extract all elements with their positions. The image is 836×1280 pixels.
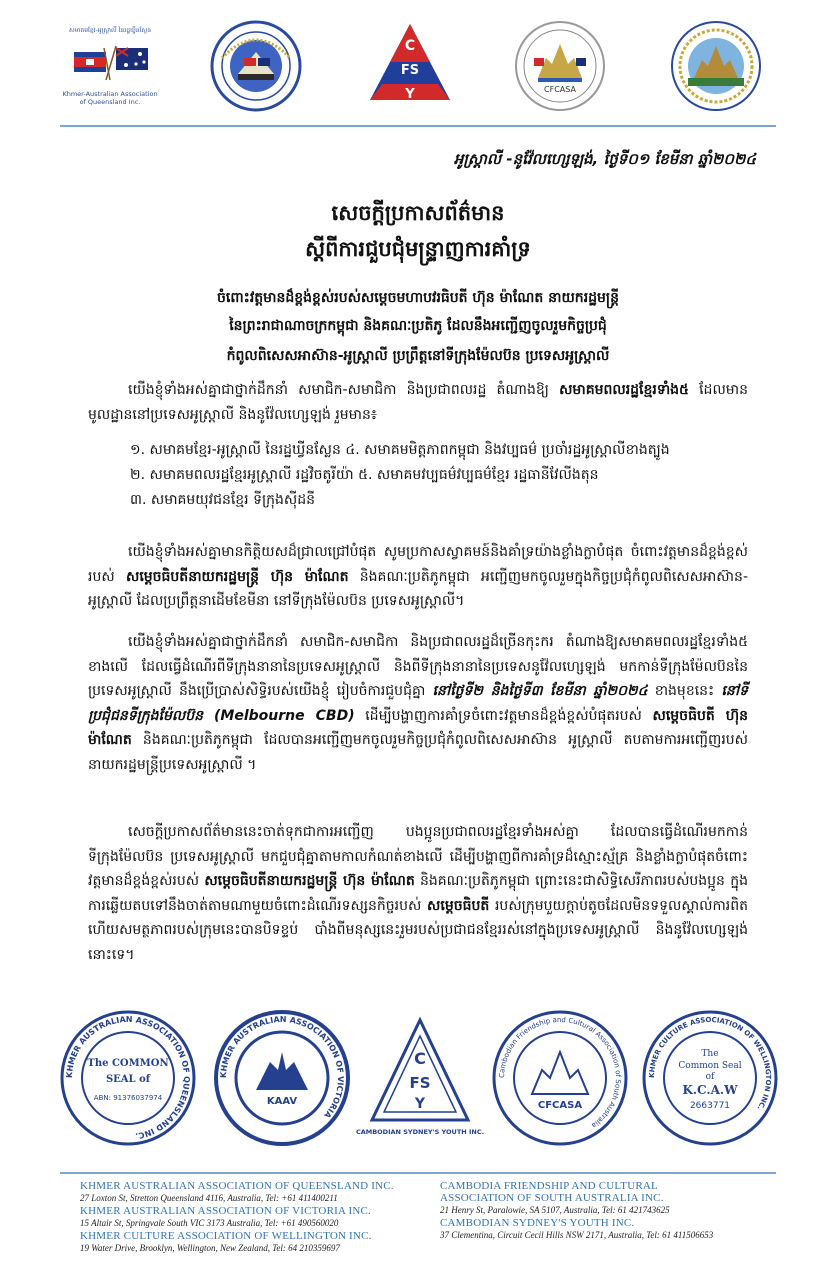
footer-addr-kaaq: 27 Loxton St, Stretton Queensland 4116, Australia, Tel: +61 411400211 bbox=[80, 1193, 338, 1203]
kaav-seal bbox=[212, 1008, 352, 1148]
list-item: ៣. សមាគមយុវជនខ្មែរ ទីក្រុងស៊ីដនី bbox=[130, 492, 316, 508]
intro-text-1: យើងខ្ញុំទាំងអស់គ្នាជាថ្នាក់ដឹកនាំ សមាជិក-សមាជិកា និងប្រជាពលរដ្ឋ តំណាងឱ្យ bbox=[128, 382, 560, 398]
footer-org-cfcasa-1: CAMBODIA FRIENDSHIP AND CULTURAL bbox=[440, 1180, 658, 1192]
kcaw-logo bbox=[668, 18, 764, 114]
csyi-logo-letter-c: C bbox=[404, 38, 416, 54]
footer-org-kcaw: KHMER CULTURE ASSOCIATION OF WELLINGTON INC. bbox=[80, 1230, 372, 1242]
para4-text-1: សេចក្តីប្រកាសព័ត៌មាននេះចាត់ទុកជាការអញ្ជើញ បងប្អូនប្រជាពលរដ្ឋខ្មែរទាំងអស់គ្នា ដែលបានធ្វើដំណើរមកកាន់ទីក្រុងម៉ែលប៊ន ប្រទេសអូស្ត្រាលី មកជួបជុំគ្នាតាមកាលកំណត់ខាងលើ ដើម្បីបង្ហាញពីការគាំទ្រដ៏ស្មោះស្ម័គ្រ និងខ្លាំងក្លាបំផុតចំពោះវត្តមានដ៏ខ្ពង់ខ្ពស់របស់ bbox=[88, 824, 748, 889]
kaaq-seal-ring: KHMER AUSTRALIAN ASSOCIATION OF QUEENSLAND INC. bbox=[64, 1014, 192, 1141]
kaaq-logo-caption-2: of Queensland Inc. bbox=[79, 98, 141, 106]
para3-place: នៅទីប្រជុំជនទីក្រុងម៉ែលប៊ន (Melbourne CBD) bbox=[88, 683, 749, 724]
dateline: អូស្ត្រាលី -នូវ៉ែលហ្សេឡង់, ថ្ងៃទី០១ ខែមីនា ឆ្នាំ២០២៤ bbox=[453, 150, 756, 168]
csyi-seal-ring: CAMBODIAN SYDNEY'S YOUTH INC. bbox=[355, 1128, 485, 1136]
csyi-logo-letters-fs: FS bbox=[400, 63, 420, 78]
association-list bbox=[130, 438, 760, 513]
kaaq-seal-center-2: SEAL of bbox=[105, 1074, 151, 1085]
footer-rule bbox=[60, 1172, 776, 1174]
footer-left bbox=[80, 1180, 440, 1255]
paragraph-gathering bbox=[88, 630, 748, 777]
intro-bold: សមាគមពលរដ្ឋខ្មែរទាំង៥ bbox=[559, 382, 689, 398]
seals-row bbox=[0, 1008, 836, 1158]
csyi-seal-c: C bbox=[414, 1049, 426, 1068]
kcaw-seal bbox=[640, 1008, 780, 1148]
para3-date: នៅថ្ងៃទី២ និងថ្ងៃទី៣ ខែមីនា ឆ្នាំ២០២៤ bbox=[432, 683, 648, 699]
cfcasa-logo-caption: CFCASA bbox=[544, 85, 576, 94]
cfcasa-seal bbox=[490, 1008, 630, 1148]
kaaq-logo bbox=[62, 18, 158, 114]
footer-addr-csyi: 37 Clementina, Circuit Cecil Hills NSW 2171, Australia, Tel: 61 411506653 bbox=[440, 1230, 714, 1240]
footer-org-kaav: KHMER AUSTRALIAN ASSOCIATION OF VICTORIA INC. bbox=[80, 1205, 371, 1217]
kaaq-logo-caption-kh: សមាគមខ្មែរ-អូស្ត្រាលី នៃរដ្ឋឃ្វីនស្លែន bbox=[68, 27, 152, 34]
kaaq-seal bbox=[58, 1008, 198, 1148]
intro-text-2: ដែលមានមូលដ្ឋាននៅប្រទេសអូស្ត្រាលី និងនូវ៉ែលហ្សេឡង់ រួមមាន៖ bbox=[88, 382, 748, 423]
para4-text-2: និងគណៈប្រតិភូកម្ពុជា ព្រោះនេះជាសិទ្ធិសេរីភាពរបស់បងប្អូន ក្នុងការឆ្លើយតបទៅនឹងចាត់តាមណាមួយចំពោះដំណើរទស្សនកិច្ចរបស់ bbox=[88, 873, 748, 914]
subtitle-line-1: ចំពោះវត្តមានដ៏ខ្ពង់ខ្ពស់របស់សម្តេចមហាបវរធិបតី ហ៊ុន ម៉ាណែត នាយករដ្ឋមន្ត្រី bbox=[217, 290, 619, 306]
kcaw-seal-center-1: The bbox=[701, 1049, 719, 1059]
cfcasa-logo bbox=[512, 18, 608, 114]
cfcasa-seal-ring: Cambodian Friendship and Cultural Association of South Australia bbox=[497, 1015, 623, 1130]
paragraph-welcome bbox=[88, 540, 748, 614]
cfcasa-seal-center: CFCASA bbox=[537, 1100, 583, 1111]
para3-text-2: ខាងមុខនេះ bbox=[647, 683, 722, 699]
header-logos bbox=[0, 18, 836, 118]
footer-addr-kcaw: 19 Water Drive, Brooklyn, Wellington, New Zealand, Tel: 64 210359697 bbox=[80, 1243, 340, 1253]
page-title: សេចក្តីប្រកាសព័ត៌មាន bbox=[331, 201, 505, 225]
header-rule bbox=[60, 125, 776, 127]
kaaq-seal-abn: ABN: 91376037974 bbox=[93, 1094, 163, 1102]
kcaw-seal-center-2: Common Seal bbox=[678, 1061, 742, 1071]
csyi-seal-y: Y bbox=[414, 1096, 426, 1112]
csyi-logo-letter-y: Y bbox=[405, 87, 415, 102]
footer-org-cfcasa-2: ASSOCIATION OF SOUTH AUSTRALIA INC. bbox=[440, 1192, 664, 1204]
kaav-seal-ring: KHMER AUSTRALIAN ASSOCIATION OF VICTORIA bbox=[218, 1014, 346, 1120]
kaav-logo bbox=[208, 18, 304, 114]
subtitle-line-2: នៃព្រះរាជាណាចក្រកម្ពុជា និងគណៈប្រតិភូ ដែលនឹងអញ្ជើញចូលរួមកិច្ចប្រជុំ bbox=[229, 318, 607, 334]
kcaw-seal-center-3: of bbox=[705, 1072, 715, 1082]
subtitle-line-3: កំពូលពិសេសអាស៊ាន-អូស្ត្រាលី ប្រព្រឹត្តនៅទីក្រុងម៉ែលប៊ន ប្រទេសអូស្ត្រាលី bbox=[226, 348, 610, 364]
csyi-seal bbox=[350, 1008, 490, 1148]
footer-addr-cfcasa: 21 Henry St, Paralowie, SA 5107, Australia, Tel: 61 421743625 bbox=[440, 1205, 670, 1215]
para4-bold-2: សម្តេចធិបតី bbox=[427, 897, 490, 914]
csyi-logo bbox=[362, 18, 458, 114]
kaav-seal-center: KAAV bbox=[266, 1096, 298, 1107]
para4-bold-1: សម្តេចធិបតីនាយករដ្ឋមន្ត្រី ហ៊ុន ម៉ាណែត bbox=[204, 873, 415, 889]
csyi-seal-fs: FS bbox=[409, 1074, 431, 1092]
intro-paragraph bbox=[88, 378, 748, 427]
para2-text-2: និងគណៈប្រតិភូកម្ពុជា អញ្ជើញមកចូលរួមក្នុងកិច្ចប្រជុំកំពូលពិសេសអាស៊ាន-អូស្ត្រាលី ដែលប្រព្រឹត្តនាដើមខែមីនា នៅទីក្រុងម៉ែលប៊ន ប្រទេសអូស្ត្រាលី។ bbox=[88, 568, 748, 609]
footer-right bbox=[440, 1180, 776, 1242]
para2-text-1: យើងខ្ញុំទាំងអស់គ្នាមានកិត្តិយសដ៏ជ្រាលជ្រៅបំផុត សូមប្រកាសស្វាគមន៍និងគាំទ្រយ៉ាងខ្លាំងក្លាបំផុត ចំពោះវត្តមានដ៏ខ្ពង់ខ្ពស់របស់ bbox=[88, 544, 748, 585]
kcaw-seal-center-4: K.C.A.W bbox=[682, 1083, 738, 1097]
para2-bold-1: សម្តេចធិបតីនាយករដ្ឋមន្ត្រី ហ៊ុន ម៉ាណែត bbox=[125, 568, 349, 585]
para3-text-1: យើងខ្ញុំទាំងអស់គ្នាជាថ្នាក់ដឹកនាំ សមាជិក-សមាជិកា និងប្រជាពលរដ្ឋដ៏ច្រើនកុះករ តំណាងឱ្យសមាគមពលរដ្ឋខ្មែរទាំង៥ ខាងលើ ដែលធ្វើដំណើរពីទីក្រុងនានានៃប្រទេសអូស្ត្រាលី និងពីទីក្រុងនានានៃប្រទេសនូវ៉ែលហ្សេឡង់ មកកាន់ទីក្រុងម៉ែលប៊ននៃប្រទេសអូស្ត្រាលី នឹងប្រើប្រាស់សិទ្ធិរបស់យើងខ្ញុំ រៀបចំការជួបជុំគ្នា bbox=[88, 634, 748, 699]
paragraph-invitation bbox=[88, 820, 748, 967]
kaaq-logo-caption-1: Khmer-Australian Association bbox=[62, 90, 158, 98]
footer-org-kaaq: KHMER AUSTRALIAN ASSOCIATION OF QUEENSLAND INC. bbox=[80, 1180, 394, 1192]
footer-addr-kaav: 15 Altair St, Springvale South VIC 3173 Australia, Tel: +61 490560020 bbox=[80, 1218, 339, 1228]
para3-text-3: ដើម្បីបង្ហាញការគាំទ្រចំពោះវត្តមានដ៏ខ្ពង់ខ្ពស់បំផុតរបស់ bbox=[354, 707, 653, 724]
list-item: ១. សមាគមខ្មែរ-អូស្ត្រាលី នៃរដ្ឋឃ្វីនស្លែន ៤. សមាគមមិត្តភាពកម្ពុជា និងវប្បធម៌ ប្រចាំរដ្ឋអូស្ត្រាលីខាងត្បូង bbox=[130, 442, 670, 458]
page-subtitle-title: ស្តីពីការជួបជុំមន្ទ្រាញការគាំទ្រ bbox=[305, 237, 531, 261]
list-item: ២. សមាគមពលរដ្ឋខ្មែរអូស្ត្រាលី រដ្ឋវិចតូរីយ៉ា ៥. សមាគមវប្បធម៌វប្បធម៌ខ្មែរ រដ្ឋធានីវែលីងតុន bbox=[130, 467, 599, 483]
para3-text-4: និងគណៈប្រតិភូកម្ពុជា ដែលបានអញ្ជើញមកចូលរួមកិច្ចប្រជុំកំពូលពិសេសអាស៊ាន អូស្ត្រាលី តបតាមការអញ្ជើញរបស់នាយករដ្ឋមន្ត្រីប្រទេសអូស្ត្រាលី ។ bbox=[88, 732, 748, 773]
para3-bold-1: សម្តេចធិបតី ហ៊ុន ម៉ាណែត bbox=[88, 707, 748, 748]
footer-org-csyi: CAMBODIAN SYDNEY'S YOUTH INC. bbox=[440, 1217, 635, 1229]
kcaw-seal-ring: KHMER CULTURE ASSOCIATION OF WELLINGTON INC. bbox=[647, 1015, 773, 1112]
kcaw-seal-number: 2663771 bbox=[689, 1101, 731, 1111]
kaaq-seal-center-1: The COMMON bbox=[87, 1058, 169, 1069]
para4-text-3: របស់ក្រុមបួយក្តាប់តូចដែលមិនទទួលស្គាល់ការពិត ហើយសមត្ថភាពរបស់ក្រុមនេះបានបិទខ្ទប់ បាំងពីមនុស្សនេះរួមរបស់ប្រជាជនខ្មែររស់នៅក្នុងប្រទេសអូស្ត្រាលី និងនូវ៉ែលហ្សេឡង់ នោះទេ។ bbox=[88, 897, 748, 963]
